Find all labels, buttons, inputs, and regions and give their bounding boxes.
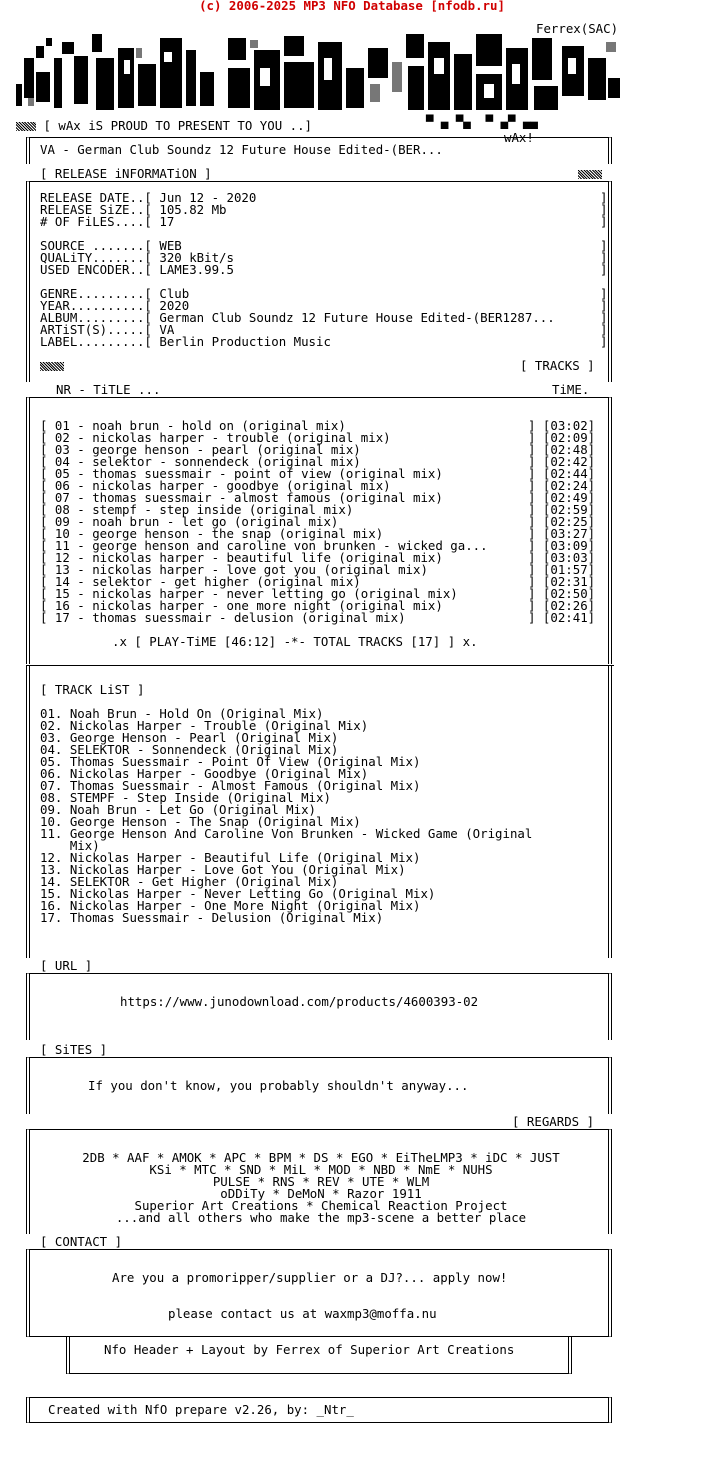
track-time: ] [01:57]	[528, 562, 596, 577]
track-row: [ 12 - nickolas harper - beautiful life (original mix)	[40, 550, 443, 565]
col-nr-title: NR - TiTLE ...	[56, 382, 161, 397]
track-row: [ 07 - thomas suessmair - almost famous (original mix)	[40, 490, 443, 505]
regards-line: PULSE * RNS * REV * UTE * WLM	[212, 1174, 430, 1189]
release-info-line: RELEASE DATE..[ Jun 12 - 2020	[40, 190, 257, 205]
track-time: ] [02:26]	[528, 598, 596, 613]
contact-line-1: Are you a promoripper/supplier or a DJ?... apply now!	[112, 1270, 508, 1285]
track-list-item: 17. Thomas Suessmair - Delusion (Original Mix)	[40, 910, 384, 925]
track-time: ] [02:24]	[528, 478, 596, 493]
release-info-bracket: ]	[600, 262, 608, 277]
url-link[interactable]: https://www.junodownload.com/products/4600393-02	[120, 994, 479, 1009]
release-info-bracket: ]	[600, 250, 608, 265]
track-row: [ 01 - noah brun - hold on (original mix)	[40, 418, 346, 433]
proud-line-text: [ wAx iS PROUD TO PRESENT TO YOU ..]	[43, 118, 313, 133]
track-list-item: 10. George Henson - The Snap (Original Mix)	[40, 814, 361, 829]
track-row: [ 14 - selektor - get higher (original mix)	[40, 574, 361, 589]
shade-block-icon	[578, 170, 602, 179]
track-row: [ 06 - nickolas harper - goodbye (original mix)	[40, 478, 391, 493]
track-time: ] [02:50]	[528, 586, 596, 601]
track-row: [ 10 - george henson - the snap (original mix)	[40, 526, 384, 541]
layout-credit: Nfo Header + Layout by Ferrex of Superior Art Creations	[104, 1342, 515, 1357]
release-info-bracket: ]	[600, 214, 608, 229]
release-info-bracket: ]	[600, 190, 608, 205]
release-info-line: USED ENCODER..[ LAME3.99.5	[40, 262, 234, 277]
track-list-item: Mix)	[40, 838, 100, 853]
release-info-bracket: ]	[600, 286, 608, 301]
release-info-line: ARTiST(S).....[ VA	[40, 322, 175, 337]
release-info-bracket: ]	[600, 298, 608, 313]
regards-line: 2DB * AAF * AMOK * APC * BPM * DS * EGO * EiTheLMP3 * iDC * JUST	[82, 1150, 560, 1165]
track-time: ] [02:42]	[528, 454, 596, 469]
regards-line: Superior Art Creations * Chemical Reaction Project	[134, 1198, 508, 1213]
track-list-item: 11. George Henson And Caroline Von Brunken - Wicked Game (Original	[40, 826, 533, 841]
track-row: [ 15 - nickolas harper - never letting go (original mix)	[40, 586, 458, 601]
track-row: [ 04 - selektor - sonnendeck (original mix)	[40, 454, 361, 469]
release-info-line: SOURCE .......[ WEB	[40, 238, 182, 253]
release-info-line: RELEASE SiZE..[ 105.82 Mb	[40, 202, 227, 217]
track-list-item: 06. Nickolas Harper - Goodbye (Original Mix)	[40, 766, 369, 781]
track-list-heading: [ TRACK LiST ]	[40, 682, 145, 697]
track-time: ] [02:25]	[528, 514, 596, 529]
release-info-line: ALBUM.........[ German Club Soundz 12 Future House Edited-(BER1287...	[40, 310, 555, 325]
proud-present-line	[16, 120, 312, 132]
track-row: [ 09 - noah brun - let go (original mix)	[40, 514, 339, 529]
release-info-line: LABEL.........[ Berlin Production Music	[40, 334, 331, 349]
track-time: ] [02:41]	[528, 610, 596, 625]
track-time: ] [03:03]	[528, 550, 596, 565]
track-row: [ 08 - stempf - step inside (original mix)	[40, 502, 354, 517]
release-info-bracket: ]	[600, 334, 608, 349]
track-row: [ 05 - thomas suessmair - point of view (original mix)	[40, 466, 443, 481]
release-info-bracket: ]	[600, 322, 608, 337]
heading-shade	[578, 168, 602, 180]
track-time: ] [02:31]	[528, 574, 596, 589]
track-row: [ 17 - thomas suessmair - delusion (original mix)	[40, 610, 406, 625]
release-info-bracket: ]	[600, 202, 608, 217]
release-info-line: YEAR..........[ 2020	[40, 298, 190, 313]
track-row: [ 16 - nickolas harper - one more night (original mix)	[40, 598, 443, 613]
track-time: ] [03:09]	[528, 538, 596, 553]
track-time: ] [02:59]	[528, 502, 596, 517]
created-with: Created with NfO prepare v2.26, by: _Ntr_	[48, 1402, 354, 1417]
regards-heading: [ REGARDS ]	[512, 1114, 595, 1129]
track-time: ] [03:02]	[528, 418, 596, 433]
track-list-item: 16. Nickolas Harper - One More Night (Original Mix)	[40, 898, 421, 913]
track-list-item: 15. Nickolas Harper - Never Letting Go (Original Mix)	[40, 886, 436, 901]
wax-tag: wAx!	[504, 130, 534, 145]
track-list-item: 01. Noah Brun - Hold On (Original Mix)	[40, 706, 324, 721]
track-list-item: 14. SELEKTOR - Get Higher (Original Mix)	[40, 874, 339, 889]
track-list-item: 04. SELEKTOR - Sonnendeck (Original Mix)	[40, 742, 339, 757]
track-list-item: 03. George Henson - Pearl (Original Mix)	[40, 730, 339, 745]
track-time: ] [02:48]	[528, 442, 596, 457]
track-time: ] [02:49]	[528, 490, 596, 505]
track-time: ] [02:09]	[528, 430, 596, 445]
track-list-item: 13. Nickolas Harper - Love Got You (Original Mix)	[40, 862, 406, 877]
track-time: ] [02:44]	[528, 466, 596, 481]
track-time: ] [03:27]	[528, 526, 596, 541]
shade-block-icon	[40, 362, 64, 371]
nfodb-credit: (c) 2006-2025 MP3 NFO Database [nfodb.ru]	[199, 0, 505, 13]
track-list-item: 02. Nickolas Harper - Trouble (Original Mix)	[40, 718, 369, 733]
release-info-line: GENRE.........[ Club	[40, 286, 190, 301]
tracks-heading-shade	[40, 360, 64, 372]
track-row: [ 02 - nickolas harper - trouble (original mix)	[40, 430, 391, 445]
regards-line: KSi * MTC * SND * MiL * MOD * NBD * NmE * NUHS	[149, 1162, 493, 1177]
release-info-bracket: ]	[600, 238, 608, 253]
track-list-item: 07. Thomas Suessmair - Almost Famous (Original Mix)	[40, 778, 421, 793]
track-row: [ 13 - nickolas harper - love got you (original mix)	[40, 562, 428, 577]
tracks-heading: [ TRACKS ]	[520, 358, 595, 373]
release-info-line: # OF FiLES....[ 17	[40, 214, 175, 229]
release-info-line: QUALiTY.......[ 320 kBit/s	[40, 250, 234, 265]
release-name: VA - German Club Soundz 12 Future House Edited-(BER...	[40, 142, 443, 157]
logo-dots: ▀ ▄ ▀▄ ▀ ▄▀ ▄▄	[426, 114, 538, 129]
sites-text: If you don't know, you probably shouldn't anyway...	[88, 1078, 469, 1093]
url-heading: [ URL ]	[40, 958, 93, 973]
signature: Ferrex(SAC)	[536, 21, 619, 36]
regards-line: oDDiTy * DeMoN * Razor 1911	[220, 1186, 422, 1201]
col-time: TiME.	[552, 382, 590, 397]
contact-heading: [ CONTACT ]	[40, 1234, 123, 1249]
track-row: [ 11 - george henson and caroline von brunken - wicked ga...	[40, 538, 488, 553]
track-list-item: 12. Nickolas Harper - Beautiful Life (Original Mix)	[40, 850, 421, 865]
release-info-bracket: ]	[600, 310, 608, 325]
track-list-item: 09. Noah Brun - Let Go (Original Mix)	[40, 802, 317, 817]
tracks-summary: .x [ PLAY-TiME [46:12] -*- TOTAL TRACKS [17] ] x.	[112, 634, 478, 649]
track-list-item: 05. Thomas Suessmair - Point Of View (Original Mix)	[40, 754, 421, 769]
release-info-heading: [ RELEASE iNFORMATiON ]	[40, 166, 212, 181]
regards-line: ...and all others who make the mp3-scene a better place	[115, 1210, 527, 1225]
track-list-item: 08. STEMPF - Step Inside (Original Mix)	[40, 790, 331, 805]
shade-block-icon	[16, 122, 36, 131]
track-row: [ 03 - george henson - pearl (original mix)	[40, 442, 361, 457]
sites-heading: [ SiTES ]	[40, 1042, 108, 1057]
wax-ascii-logo	[14, 28, 626, 120]
contact-line-2: please contact us at waxmp3@moffa.nu	[168, 1306, 437, 1321]
contact-box	[26, 1249, 612, 1337]
